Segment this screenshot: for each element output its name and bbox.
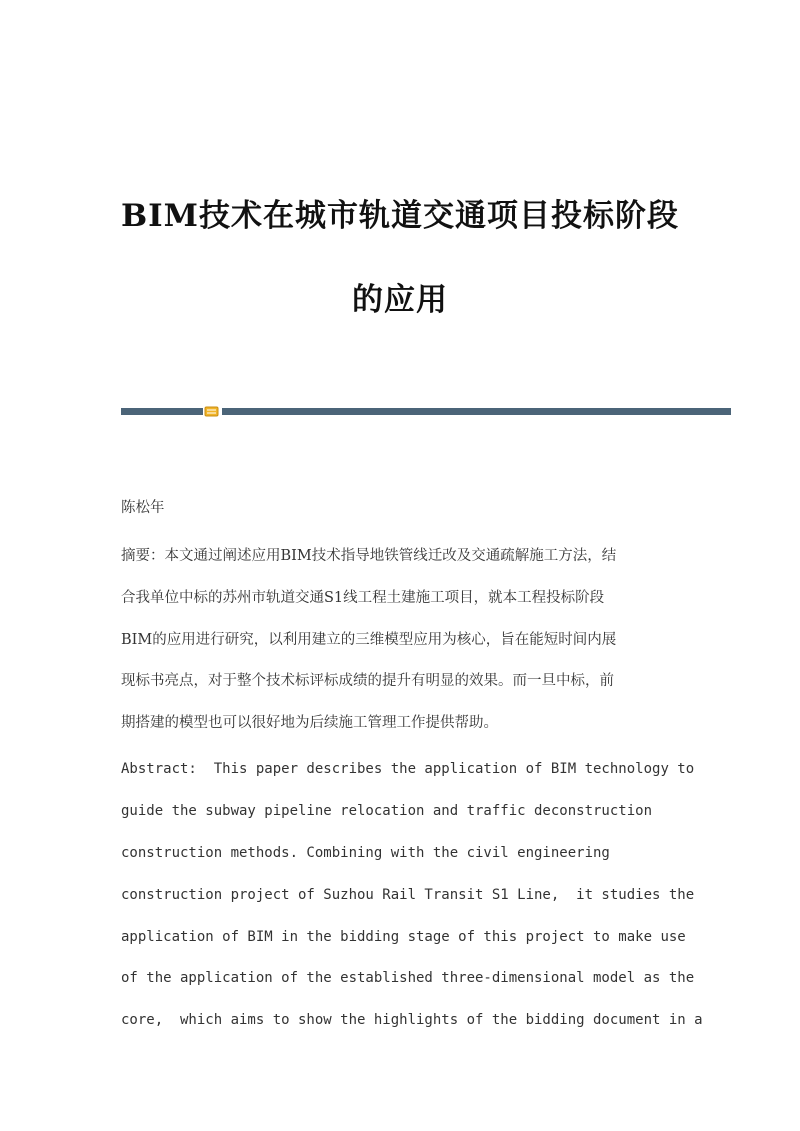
paper-title-line-1: BIM技术在城市轨道交通项目投标阶段 (120, 198, 680, 234)
author-name: 陈松年 (121, 500, 165, 516)
title-divider-left (121, 408, 203, 415)
abstract-en-line: of the application of the established three-dimensional model as the (121, 970, 695, 986)
abstract-zh-line: 合我单位中标的苏州市轨道交通S1线工程土建施工项目，就本工程投标阶段 (121, 590, 605, 606)
abstract-en-line: Abstract: This paper describes the application of BIM technology to (121, 761, 695, 777)
abstract-zh-line: BIM的应用进行研究，以利用建立的三维模型应用为核心，旨在能短时间内展 (121, 632, 617, 648)
title-divider-right (222, 408, 731, 415)
paper-title-line-2: 的应用 (352, 282, 448, 318)
abstract-en-line: guide the subway pipeline relocation and traffic deconstruction (121, 803, 653, 819)
abstract-en-line: construction project of Suzhou Rail Transit S1 Line, it studies the (121, 887, 695, 903)
abstract-en-line: core, which aims to show the highlights of the bidding document in a (121, 1012, 703, 1028)
abstract-en-line: application of BIM in the bidding stage of this project to make use (121, 929, 686, 945)
abstract-zh-line: 现标书亮点，对于整个技术标评标成绩的提升有明显的效果。而一旦中标，前 (121, 673, 614, 689)
abstract-zh-line: 摘要：本文通过阐述应用BIM技术指导地铁管线迁改及交通疏解施工方法，结 (121, 548, 617, 564)
abstract-en-line: construction methods. Combining with the civil engineering (121, 845, 610, 861)
abstract-zh-line: 期搭建的模型也可以很好地为后续施工管理工作提供帮助。 (121, 715, 498, 731)
ornament-icon (204, 404, 219, 418)
